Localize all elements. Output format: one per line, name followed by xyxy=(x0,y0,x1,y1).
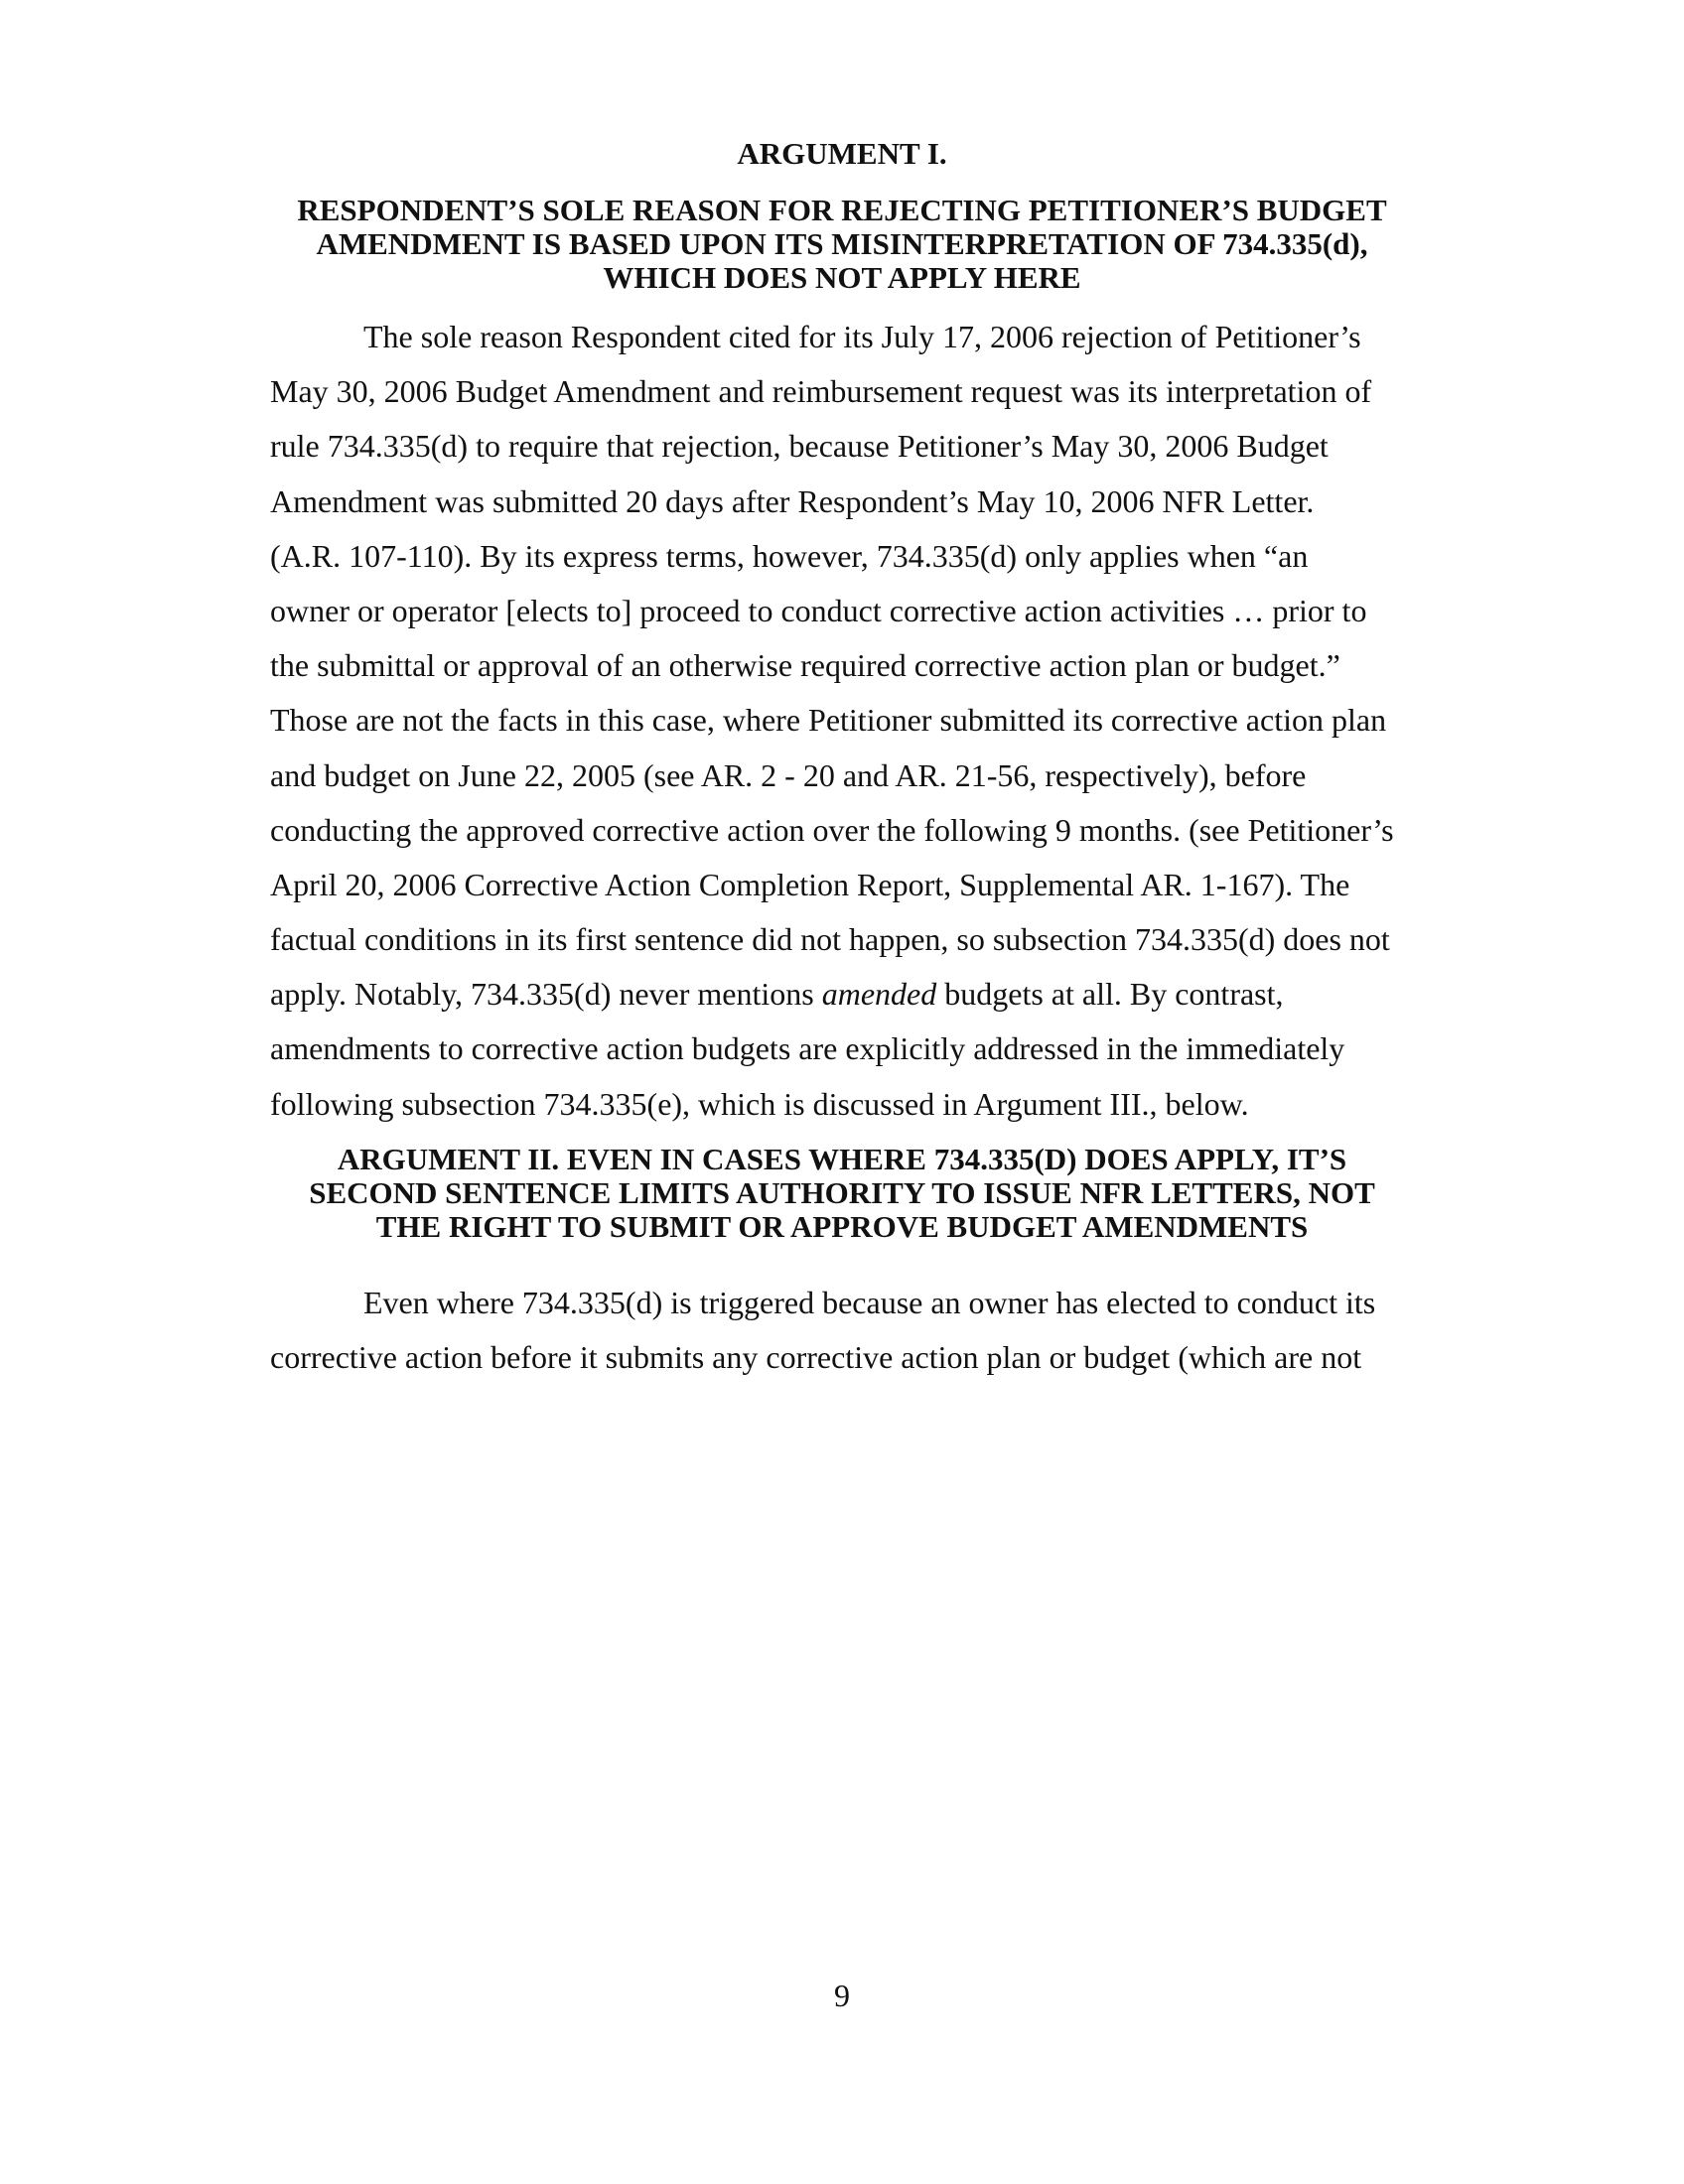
argument-2-paragraph-line: Even where 734.335(d) is triggered because an owner has elected to conduct its xyxy=(363,1285,1376,1320)
argument-1-paragraph-line: rule 734.335(d) to require that rejection, because Petitioner’s May 30, 2006 Budget xyxy=(270,428,1329,464)
argument-1-paragraph-line: Amendment was submitted 20 days after Respondent’s May 10, 2006 NFR Letter. xyxy=(270,483,1315,519)
argument-1-paragraph-line: conducting the approved corrective action over the following 9 months. (see Petitioner’s xyxy=(270,812,1394,848)
line-text-before-emphasis: apply. Notably, 734.335(d) never mentions xyxy=(270,976,822,1012)
argument-2-heading-line-3: THE RIGHT TO SUBMIT OR APPROVE BUDGET AMENDMENTS xyxy=(375,1209,1309,1244)
argument-1-paragraph-line: Those are not the facts in this case, where Petitioner submitted its corrective action plan xyxy=(270,702,1387,738)
argument-1-paragraph-line: (A.R. 107-110). By its express terms, however, 734.335(d) only applies when “an xyxy=(270,538,1309,574)
argument-2-heading-line-2: SECOND SENTENCE LIMITS AUTHORITY TO ISSUE NFR LETTERS, NOT xyxy=(309,1175,1375,1210)
argument-1-paragraph-line: owner or operator [elects to] proceed to conduct corrective action activities … prior to xyxy=(270,593,1367,628)
argument-2-heading-line-1: ARGUMENT II. EVEN IN CASES WHERE 734.335(D) DOES APPLY, IT’S xyxy=(337,1142,1347,1176)
line-text-after-emphasis: budgets at all. By contrast, xyxy=(936,976,1284,1012)
argument-1-title: ARGUMENT I. xyxy=(737,136,947,171)
argument-1-paragraph-line: amendments to corrective action budgets are explicitly addressed in the immediately xyxy=(270,1030,1345,1066)
page-number: 9 xyxy=(834,1978,850,2013)
argument-1-paragraph-line: May 30, 2006 Budget Amendment and reimbursement request was its interpretation of xyxy=(270,373,1372,409)
argument-1-heading-line-2: AMENDMENT IS BASED UPON ITS MISINTERPRETATION OF 734.335(d), xyxy=(316,226,1368,261)
argument-1-paragraph-line: April 20, 2006 Corrective Action Completion Report, Supplemental AR. 1-167). The xyxy=(270,867,1350,902)
argument-1-paragraph-line-with-emphasis xyxy=(270,975,1284,1013)
argument-1-paragraph-line: following subsection 734.335(e), which is discussed in Argument III., below. xyxy=(270,1086,1249,1122)
argument-1-heading-line-3: WHICH DOES NOT APPLY HERE xyxy=(603,260,1081,295)
argument-1-paragraph-line: The sole reason Respondent cited for its July 17, 2006 rejection of Petitioner’s xyxy=(363,319,1361,354)
emphasized-word: amended xyxy=(821,976,937,1012)
argument-1-paragraph-line: the submittal or approval of an otherwise required corrective action plan or budget.” xyxy=(270,647,1340,683)
argument-1-paragraph-line: factual conditions in its first sentence did not happen, so subsection 734.335(d) does not xyxy=(270,921,1390,957)
argument-1-heading-line-1: RESPONDENT’S SOLE REASON FOR REJECTING PETITIONER’S BUDGET xyxy=(297,193,1387,227)
argument-1-paragraph-line: and budget on June 22, 2005 (see AR. 2 - 20 and AR. 21-56, respectively), before xyxy=(270,757,1307,793)
argument-2-paragraph-line: corrective action before it submits any corrective action plan or budget (which are not xyxy=(270,1339,1362,1375)
